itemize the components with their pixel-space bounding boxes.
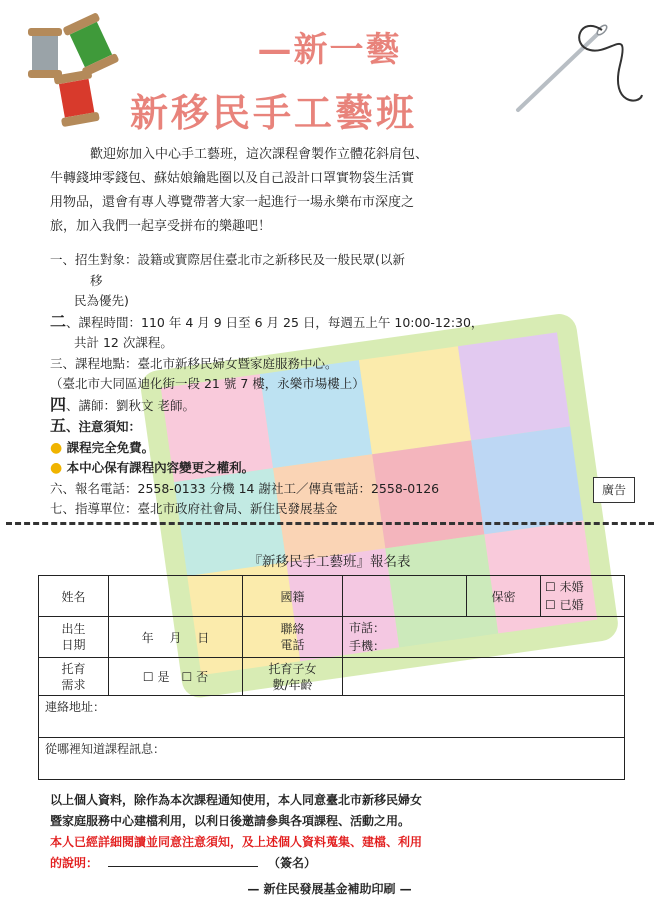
notice-bullet: ● 課程完全免費。	[50, 439, 155, 456]
childcare-options[interactable]: ☐ 是 ☐ 否	[109, 658, 243, 696]
notice-red-line: 的說明：	[50, 856, 99, 870]
item-time-text: 、課程時間：110 年 4 月 9 日至 6 月 25 日，每週五上午 10:00-12:30，	[66, 314, 484, 330]
item-number: 二	[50, 311, 67, 331]
intro-paragraph	[50, 143, 610, 239]
intro-line: 用物品，還會有專人導覽帶著大家一起進行一場永樂布市深度之	[50, 195, 415, 210]
page-title-line1: —新一藝	[257, 30, 402, 70]
form-title: 『新移民手工藝班』報名表	[248, 554, 411, 570]
phone-field[interactable]	[343, 617, 625, 658]
contact-phone-label: 聯絡 電話	[243, 617, 343, 658]
info-source-field[interactable]: 從哪裡知道課程訊息：	[39, 738, 625, 780]
cut-line-divider	[6, 522, 654, 525]
unmarried-checkbox[interactable]: ☐ 未婚	[545, 580, 584, 594]
item-notice-text: 、注意須知：	[66, 419, 142, 434]
signature-row	[50, 853, 630, 874]
marital-status-cell	[541, 576, 625, 617]
bullet-dot-icon: ●	[50, 460, 63, 476]
item-number: 四	[50, 394, 67, 414]
nationality-field[interactable]	[343, 576, 467, 617]
signature-line[interactable]	[108, 854, 258, 867]
item-supervisor: 七、指導單位：臺北市政府社會局、新住民發展基金	[50, 501, 338, 516]
mobile-label: 手機：	[349, 639, 386, 653]
intro-line: 歡迎妳加入中心手工藝班，這次課程會製作立體花斜肩包、	[90, 147, 429, 162]
address-field[interactable]: 連絡地址：	[39, 696, 625, 738]
landline-label: 市話：	[349, 621, 386, 635]
item-target-cont2: 民為優先)	[74, 293, 129, 308]
registration-form	[38, 575, 625, 780]
intro-line: 牛轉錢坤零錢包、蘇姑娘鑰匙圈以及自己設計口罩實物袋生活實	[50, 171, 415, 186]
item-number: 五	[50, 416, 67, 435]
birth-date-field[interactable]: 年 月 日	[109, 617, 243, 658]
ad-label: 廣告	[593, 477, 635, 503]
secret-label: 保密	[467, 576, 541, 617]
married-checkbox[interactable]: ☐ 已婚	[545, 598, 584, 612]
item-target-cont: 移	[90, 272, 103, 288]
page-title-line2: 新移民手工藝班	[130, 91, 418, 135]
notice-line: 以上個人資料，除作為本次課程通知使用，本人同意臺北市新移民婦女	[50, 793, 423, 807]
item-notice	[50, 416, 620, 438]
bullet-dot-icon: ●	[50, 439, 63, 456]
item-target: 一、招生對象：設籍或實際居住臺北市之新移民及一般民眾(以新	[50, 252, 405, 267]
footer-credit: — 新住民發展基金補助印刷 —	[247, 882, 412, 896]
notice-line: 暨家庭服務中心建檔利用，以利日後邀請參與各項課程、活動之用。	[50, 814, 411, 828]
children-label: 托育子女 數/年齡	[243, 658, 343, 696]
item-teacher	[50, 395, 620, 417]
intro-line: 旅，加入我們一起享受拼布的樂趣吧！	[50, 219, 272, 234]
item-location-address: （臺北市大同區迪化街一段 21 號 7 樓，永樂市場樓上）	[50, 376, 365, 391]
childcare-label: 托育 需求	[39, 658, 109, 696]
privacy-notice	[50, 790, 630, 874]
item-location: 三、課程地點：臺北市新移民婦女暨家庭服務中心。	[50, 355, 338, 371]
signature-label: （簽名）	[268, 856, 317, 870]
notice-red-line: 本人已經詳細閱讀並同意注意須知，及上述個人資料蒐集、建檔、利用	[50, 835, 423, 849]
item-teacher-text: 、講師：劉秋文 老師。	[66, 397, 195, 413]
name-label: 姓名	[39, 576, 109, 617]
item-time	[50, 312, 620, 334]
item-phone: 六、報名電話：2558-0133 分機 14 謝社工／傳真電話：2558-0126	[50, 480, 440, 496]
red-spool-icon	[53, 69, 99, 127]
nationality-label: 國籍	[243, 576, 343, 617]
item-time-cont: 共計 12 次課程。	[74, 335, 173, 350]
name-field[interactable]	[109, 576, 243, 617]
birth-label: 出生 日期	[39, 617, 109, 658]
notice-bullet: ● 本中心保有課程內容變更之權利。	[50, 460, 255, 476]
children-field[interactable]	[343, 658, 625, 696]
course-info-list	[50, 250, 620, 520]
